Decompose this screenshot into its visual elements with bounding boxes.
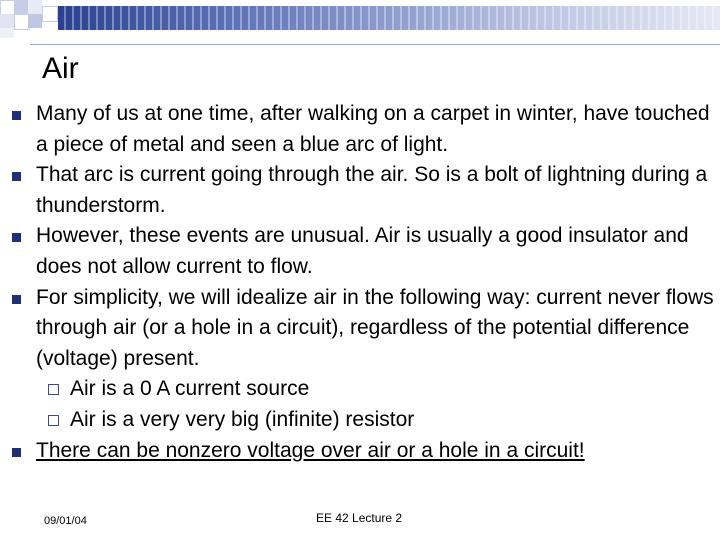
bullet-list bbox=[12, 99, 717, 466]
decor-square bbox=[28, 14, 42, 28]
square-bullet-icon bbox=[12, 448, 21, 457]
header-rule bbox=[30, 44, 720, 45]
bullet-text-emphasis: There can be nonzero voltage over air or a hole in a circuit! bbox=[36, 438, 585, 462]
hollow-square-bullet-icon bbox=[48, 384, 59, 395]
decor-square bbox=[42, 6, 58, 22]
square-bullet-icon bbox=[12, 233, 21, 242]
bullet-text: However, these events are unusual. Air is usually a good insulator and does not allow current to flow. bbox=[36, 224, 689, 278]
footer-lecture: EE 42 Lecture 2 bbox=[316, 511, 403, 525]
decor-square bbox=[28, 0, 42, 14]
sub-bullet-text: Air is a very very big (infinite) resistor bbox=[70, 407, 415, 431]
square-bullet-icon bbox=[12, 295, 21, 304]
bullet-text: That arc is current going through the air. So is a bolt of lightning during a thunderstorm. bbox=[36, 163, 708, 217]
bullet-item bbox=[12, 99, 717, 160]
bullet-text: Many of us at one time, after walking on a carpet in winter, have touched a piece of metal and seen a blue arc of light. bbox=[36, 102, 710, 156]
decor-square bbox=[0, 14, 14, 28]
footer-date: 09/01/04 bbox=[44, 515, 87, 527]
bullet-item bbox=[12, 436, 717, 467]
bullet-item bbox=[12, 283, 717, 375]
square-bullet-icon bbox=[12, 111, 21, 120]
sub-bullet-item bbox=[12, 405, 717, 436]
header-stripe-hatch bbox=[58, 6, 720, 30]
decor-square bbox=[14, 0, 28, 14]
decor-square bbox=[0, 28, 14, 38]
square-bullet-icon bbox=[12, 172, 21, 181]
bullet-text: For simplicity, we will idealize air in the following way: current never flows through air (or a hole in a circuit), regardless of the potential difference (voltage) present. bbox=[36, 285, 714, 370]
slide-title: Air bbox=[42, 52, 79, 85]
sub-bullet-text: Air is a 0 A current source bbox=[70, 377, 310, 401]
bullet-item bbox=[12, 160, 717, 221]
header-decoration bbox=[0, 0, 720, 60]
hollow-square-bullet-icon bbox=[48, 415, 59, 426]
sub-bullet-item bbox=[12, 374, 717, 405]
bullet-item bbox=[12, 221, 717, 282]
